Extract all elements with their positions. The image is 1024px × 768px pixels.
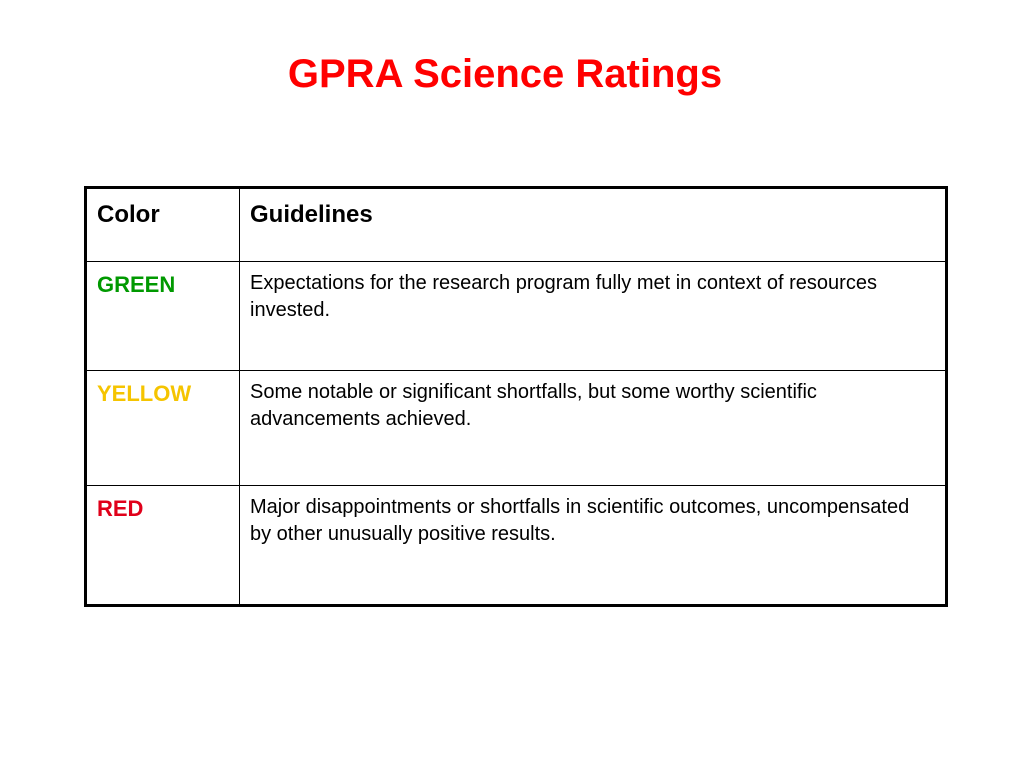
rating-color-yellow: YELLOW: [86, 371, 240, 486]
ratings-table: [84, 186, 948, 607]
rating-guideline: Major disappointments or shortfalls in scientific outcomes, uncompensated by other unusually positive results.: [240, 486, 947, 606]
rating-guideline: Some notable or significant shortfalls, but some worthy scientific advancements achieved.: [240, 371, 947, 486]
table-row: [86, 486, 947, 606]
table-header-row: [86, 188, 947, 262]
table-row: [86, 262, 947, 371]
table-row: [86, 371, 947, 486]
column-header-guidelines: Guidelines: [240, 188, 947, 262]
rating-color-red: RED: [86, 486, 240, 606]
column-header-color: Color: [86, 188, 240, 262]
page-title: GPRA Science Ratings: [287, 52, 723, 96]
rating-guideline: Expectations for the research program fully met in context of resources invested.: [240, 262, 947, 371]
rating-color-green: GREEN: [86, 262, 240, 371]
